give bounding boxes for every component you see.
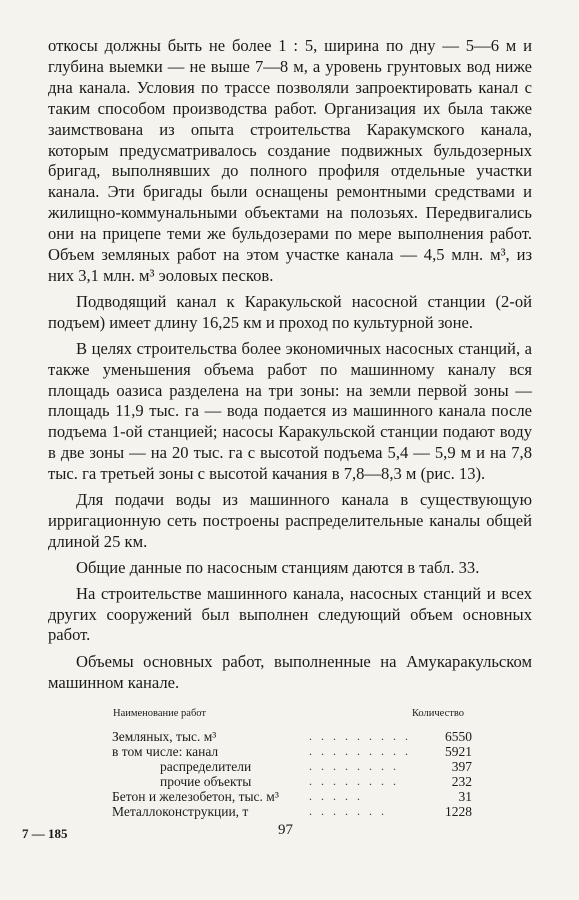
row-name: в том числе: канал <box>112 744 219 759</box>
page-number: 97 <box>278 822 293 838</box>
row-leader-dots: . . . . . . . <box>308 804 387 818</box>
body-text <box>48 36 532 699</box>
row-value: 232 <box>451 774 472 789</box>
table-row <box>112 729 472 744</box>
row-name: Земляных, тыс. м³ <box>112 729 217 744</box>
paragraph-supply-canal: Подводящий канал к Каракульской насосной станции (2-ой подъем) имеет длину 16,25 км и проход по культурной зоне. <box>48 291 532 332</box>
paragraph-continuation: откосы должны быть не более 1 : 5, ширина по дну — 5—6 м и глубина выемки — не выше 7—8 м, а уровень грунтовых вод ниже дна канала. Условия по трассе позволяли запроектировать канал с таким способом производства работ. Организация их была также заимствована из опыта строительства Каракумского канала, которым предусматривалось создание подвижных бульдозерных бригад, выполнявших до полного профиля отдельные участки канала. Эти бригады были оснащены ремонтными средствами и жилищно-коммунальными объектами на полозьях. Передвигались они на прицепе теми же бульдозерами по мере выполнения работ. Объем земляных работ на этом участке канала — 4,5 млн. м³, из них 3,1 млн. м³ эоловых песков. <box>48 36 532 285</box>
paragraph-works: На строительстве машинного канала, насосных станций и всех других сооружений был выполнен следующий объем основных работ. <box>48 583 532 645</box>
row-leader-dots: . . . . . . . . . <box>308 729 411 743</box>
table-row <box>112 744 472 759</box>
row-name: распределители <box>160 759 252 774</box>
row-name: прочие объекты <box>160 774 252 789</box>
row-value: 1228 <box>445 804 472 819</box>
row-value: 397 <box>451 759 472 774</box>
row-leader-dots: . . . . . <box>308 789 363 803</box>
row-name: Металлоконструкции, т <box>112 804 249 819</box>
header-name: Наименование работ <box>113 708 206 719</box>
paragraph-zones: В целях строительства более экономичных насосных станций, а также уменьшения объема работ по машинному каналу вся площадь оазиса разделена на три зоны: на земли первой зоны — площадь 11,9 тыс. га — вода подается из машинного канала после подъема 1-ой станцией; насосы Каракульской станции подают воду в две зоны — на 20 тыс. га с высотой подъема 5,4 — 5,9 м и на 7,8 тыс. га третьей зоны с высотой качания в 7,8—8,3 м (рис. 13). <box>48 338 532 484</box>
table-header-row <box>112 705 472 729</box>
paragraph-table-ref: Общие данные по насосным станциям даются в табл. 33. <box>76 557 480 577</box>
signature-mark: 7 — 185 <box>22 826 68 841</box>
row-name: Бетон и железобетон, тыс. м³ <box>112 789 279 804</box>
row-value: 31 <box>458 789 472 804</box>
row-value: 5921 <box>445 744 472 759</box>
header-quantity: Количество <box>411 708 464 719</box>
table-row <box>112 789 472 804</box>
table-row <box>112 804 472 819</box>
table-caption: Объемы основных работ, выполненные на Амукаракульском машинном канале. <box>48 652 532 693</box>
row-leader-dots: . . . . . . . . <box>308 759 399 773</box>
row-leader-dots: . . . . . . . . <box>308 774 399 788</box>
table-row <box>112 759 472 774</box>
row-leader-dots: . . . . . . . . . <box>308 744 411 758</box>
works-volume-table <box>112 705 472 819</box>
table-row <box>112 774 472 789</box>
paragraph-distribution: Для подачи воды из машинного канала в существующую ирригационную сеть построены распределительные каналы общей длиной 25 км. <box>48 490 532 551</box>
row-value: 6550 <box>445 729 472 744</box>
